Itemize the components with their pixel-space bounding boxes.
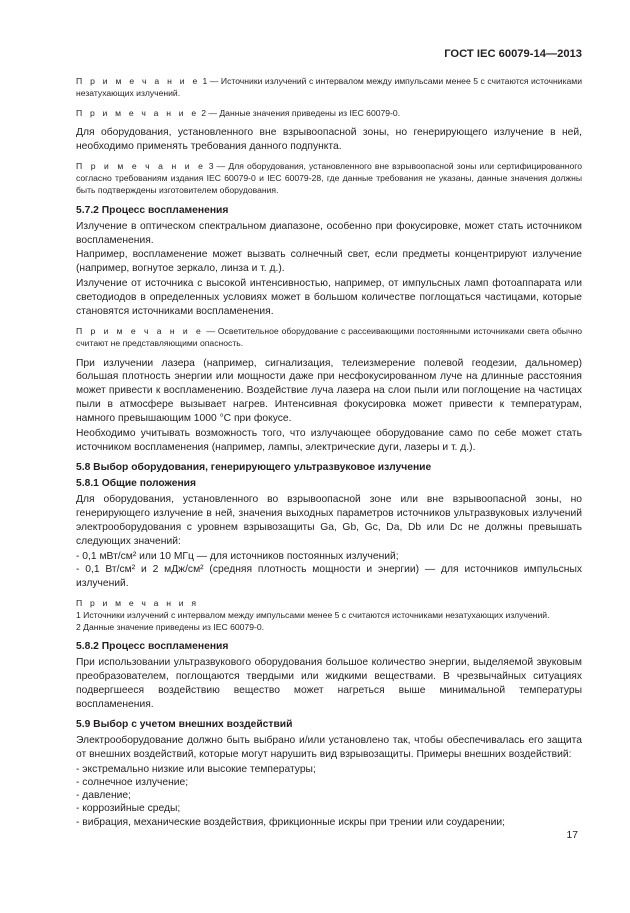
note-4 (76, 325, 582, 350)
document-header: ГОСТ IEC 60079-14—2013 (444, 48, 582, 60)
note-1 (76, 75, 582, 100)
heading-5-8-1: 5.8.1 Общие положения (76, 477, 196, 489)
heading-5-8: 5.8 Выбор оборудования, генерирующего ультразвуковое излучение (76, 461, 432, 473)
page-content (76, 75, 582, 829)
note-1-text: 1 — Источники излучений с интервалом между импульсами менее 5 с считаются источниками незатухающих излучений. (76, 76, 582, 99)
list-item-5: - вибрация, механические воздействия, фрикционные искры при трении или соударении; (76, 816, 506, 828)
paragraph-6: Необходимо учитывать возможность того, что излучающее оборудование само по себе может стать источником воспламенения (например, лампы, электрические дуги, лазеры и т. д.). (76, 428, 582, 453)
heading-5-7-2: 5.7.2 Процесс воспламенения (76, 204, 229, 216)
paragraph-3: Например, воспламенение может вызвать солнечный свет, если предметы концентрируют излучение (например, вогнутое зеркало, линза и т. д.). (76, 249, 582, 275)
list-item-4: - коррозийные среды; (76, 803, 181, 815)
note-2-lead: П р и м е ч а н и е (76, 107, 199, 118)
note-2-text: 2 — Данные значения приведены из IEC 60079-0. (198, 107, 401, 118)
notes-item-1: 1 Источники излучений с интервалом между импульсами менее 5 с считаются источниками незатухающих излучений. (76, 609, 550, 620)
note-3 (76, 160, 582, 197)
note-4-text: — Осветительное оборудование с рассеивающими постоянными источниками света обычно считают не представляющими опасность. (76, 325, 582, 349)
list-item-1: - экстремально низкие или высокие температуры; (76, 763, 316, 775)
heading-5-9: 5.9 Выбор с учетом внешних воздействий (76, 719, 293, 731)
dash-item-2: - 0,1 Вт/см² и 2 мДж/см² (средняя плотность мощности и энергии) — для источников импульсных излучений. (76, 563, 582, 589)
paragraph-8: При использовании ультразвукового оборудования большое количество энергии, выделяемой звуковым преобразователем, поглощаются твердыми или жидкими веществами. В чрезвычайных ситуациях подвергшееся воздействию вещество может нагреться выше минимальной температуры воспламенения. (76, 657, 582, 711)
paragraph-2: Излучение в оптическом спектральном диапазоне, особенно при фокусировке, может стать источником воспламенения. (76, 220, 582, 246)
note-2 (76, 107, 582, 119)
paragraph-5: При излучении лазера (например, сигнализация, телеизмерение полевой геодезии, дальномер) большая плотность энергии или мощности даже при несфокусированном луче на длинные расстояния может привести к воспламенению. Воздействие луча лазера на слои пыли или поглощение на частицах пыли в атмосфере вызывает нагрев. Интенсивная фокусировка может привести к температурам, намного превышающим 1000 °С при фокусе. (76, 357, 582, 425)
list-item-2: - солнечное излучение; (76, 777, 189, 789)
note-3-lead: П р и м е ч а н и е (76, 160, 206, 171)
note-1-lead: П р и м е ч а н и е (76, 76, 200, 86)
paragraph-1: Для оборудования, установленного вне взрывоопасной зоны, но генерирующего излучение в ней, необходимо применять требования данного подпункта. (76, 126, 582, 152)
note-4-lead: П р и м е ч а н и е (76, 325, 204, 336)
paragraph-4: Излучение от источника с высокой интенсивностью, например, от импульсных ламп фотоаппарата или светодиодов в определенных условиях может в большом количестве поглощаться частицами, которые становятся источниками воспламенения. (76, 278, 582, 318)
list-item-3: - давление; (76, 790, 132, 802)
note-3-text: 3 — Для оборудования, установленного вне взрывоопасной зоны или сертифицированного согласно требованиям издания IEC 60079-0 и IEC 60079-28, где данные требования не указаны, данные значения должны быть подтверждены изготовителем оборудования. (76, 160, 582, 196)
paragraph-7: Для оборудования, установленного во взрывоопасной зоне или вне взрывоопасной зоны, но генерирующего излучение в ней, значения выходных параметров источников ультразвуковых излучений электрооборудования с уровнем взрывозащиты Ga, Gb, Gc, Da, Db или Dc не должны превышать следующих значений: (76, 493, 582, 547)
page-number: 17 (566, 830, 578, 841)
notes-item-2: 2 Данные значение приведены из IEC 60079-0. (76, 622, 265, 633)
paragraph-9: Электрооборудование должно быть выбрано и/или установлено так, чтобы обеспечивалась его защита от внешних воздействий, которые могут нарушить вид взрывозащиты. Примеры внешних воздействий: (76, 735, 582, 760)
notes-heading (76, 597, 582, 609)
notes-lead: П р и м е ч а н и я (76, 597, 199, 608)
dash-item-1: - 0,1 мВт/см² или 10 МГц — для источников постоянных излучений; (76, 550, 399, 562)
heading-5-8-2: 5.8.2 Процесс воспламенения (76, 641, 229, 653)
